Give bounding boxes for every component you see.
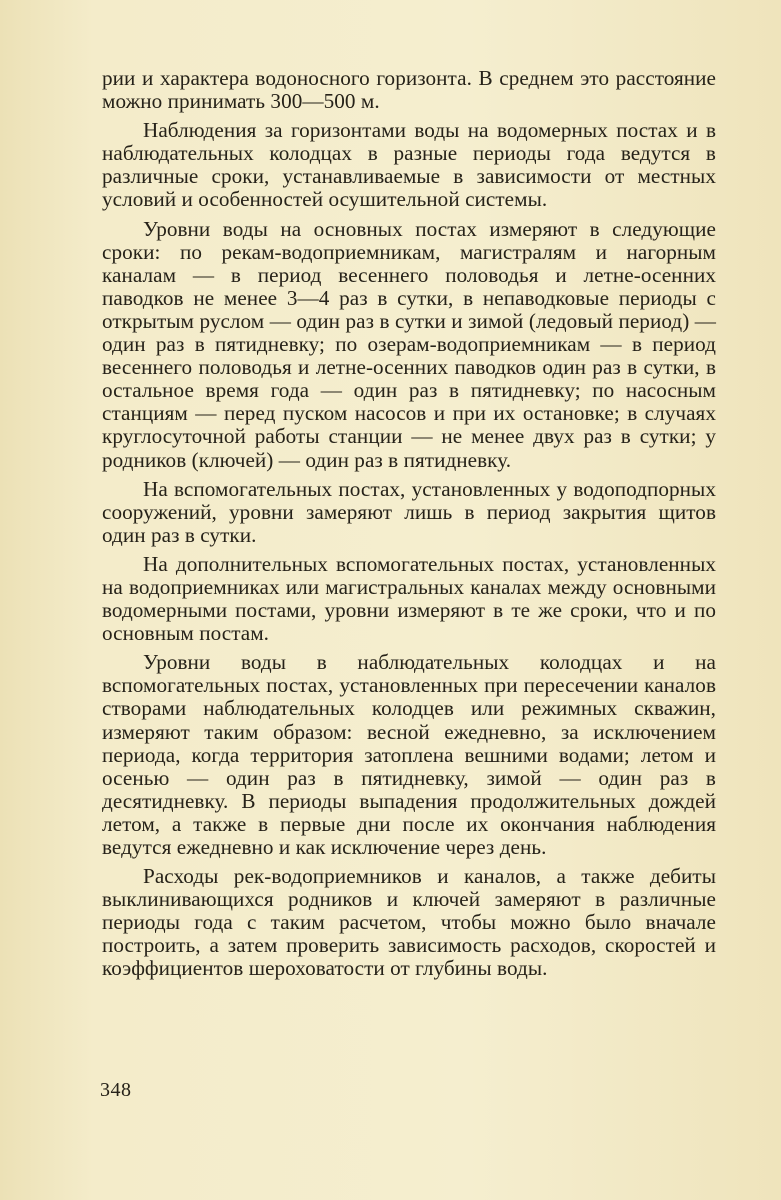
body-text [102, 67, 716, 987]
paragraph-observations: Наблюдения за горизонтами воды на водомерных постах и в наблюдательных колодцах в разные периоды года ведутся в различные сроки, устанавливаемые в зависимости от местных условий и особенностей осушительной системы. [102, 118, 716, 212]
paragraph-wells: Уровни воды в наблюдательных колодцах и на вспомогательных постах, установленных при пересечении каналов створами наблюдательных колодцев или режимных скважин, измеряют таким образом: весной ежедневно, за исключением периода, когда территория затоплена вешними водами; летом и осенью — один раз в пятидневку, зимой — один раз в десятидневку. В периоды выпадения продолжительных дождей летом, а также в первые дни после их окончания наблюдения ведутся ежедневно и как исключение через день. [102, 650, 716, 859]
paragraph-discharges: Расходы рек-водоприемников и каналов, а также дебиты выклинивающихся родников и ключей замеряют в различные периоды года с таким расчетом, чтобы можно было вначале построить, а затем проверить зависимость расходов, скоростей и коэффициентов шероховатости от глубины воды. [102, 864, 716, 981]
paragraph-additional-posts: На дополнительных вспомогательных постах, установленных на водоприемниках или магистральных каналах между основными водомерными постами, уровни измеряют в те же сроки, что и по основным постам. [102, 551, 716, 646]
paragraph-auxiliary-posts: На вспомогательных постах, установленных у водоподпорных сооружений, уровни замеряют лишь в период закрытия щитов один раз в сутки. [102, 476, 716, 547]
paragraph-main-posts: Уровни воды на основных постах измеряют в следующие сроки: по рекам-водоприемникам, магистралям и нагорным каналам — в период весеннего половодья и летне-осенних паводков не менее 3—4 раз в сутки, в непаводковые периоды с открытым руслом — один раз в сутки и зимой (ледовый период) — один раз в пятидневку; по озерам-водоприемникам — в период весеннего половодья и летне-осенних паводков один раз в сутки, в остальное время года — один раз в пятидневку; по насосным станциям — перед пуском насосов и при их остановке; в случаях круглосуточной работы станции — не менее двух раз в сутки; у родников (ключей) — один раз в пятидневку. [102, 216, 716, 472]
page-number: 348 [100, 1079, 132, 1101]
paragraph-continued: рии и характера водоносного горизонта. В среднем это расстояние можно принимать 300—500 м. [102, 66, 716, 114]
